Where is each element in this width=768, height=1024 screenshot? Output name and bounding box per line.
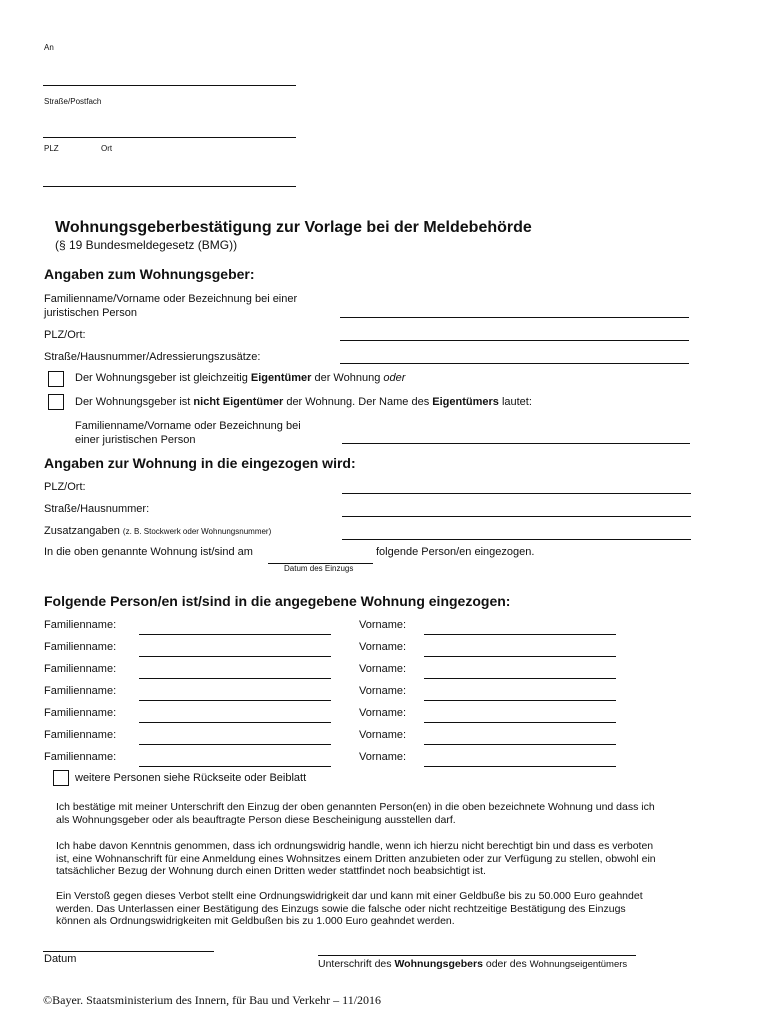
para-line: als Wohnungsgeber oder als beauftragte Person diese Bescheinigung ausstellen darf.	[56, 813, 456, 826]
owner-text-italic: oder	[383, 372, 406, 384]
einzug-text-pre: In die oben genannte Wohnung ist/sind am	[44, 546, 253, 558]
familienname-field[interactable]	[139, 766, 331, 767]
para-line: Ich habe davon Kenntnis genommen, dass ich ordnungswidrig handle, wenn ich hierzu nicht berechtigt bin und dass es verboten	[56, 840, 654, 852]
para-line: Ich bestätige mit meiner Unterschrift den Einzug der oben genannten Person(en) in die oben bezeichnete Wohnung und dass ich	[56, 801, 655, 813]
label-familienname: Familienname:	[44, 729, 117, 741]
label-vorname: Vorname:	[359, 663, 407, 675]
para-line: tatsächlicher Bezug der Wohnung durch einen Dritten weder stattfindet noch beabsichtigt ist.	[56, 865, 486, 877]
familienname-field[interactable]	[139, 700, 331, 701]
label-plz: PLZ	[44, 144, 59, 153]
familienname-field[interactable]	[139, 722, 331, 723]
vorname-field[interactable]	[424, 700, 616, 701]
familienname-field[interactable]	[139, 678, 331, 679]
label-owner-name-2: einer juristischen Person	[75, 434, 196, 446]
label-familienname: Familienname:	[44, 751, 117, 763]
owner-text-pre: Der Wohnungsgeber ist gleichzeitig	[75, 372, 251, 384]
label-wg-name-1: Familienname/Vorname oder Bezeichnung bei einer	[44, 293, 298, 305]
not-owner-post: lautet:	[498, 396, 532, 408]
zusatz-small: (z. B. Stockwerk oder Wohnungsnummer)	[122, 527, 272, 536]
label-familienname: Familienname:	[44, 641, 117, 653]
label-zusatz	[44, 524, 271, 539]
not-owner-checkbox[interactable]	[48, 394, 64, 410]
zusatz-field[interactable]	[342, 539, 691, 540]
einzug-text-post: folgende Person/en eingezogen.	[376, 546, 535, 558]
paragraph-kenntnis	[56, 840, 656, 878]
w-plzort-field[interactable]	[342, 493, 691, 494]
owner-name-field[interactable]	[342, 443, 690, 444]
w-strasse-field[interactable]	[342, 516, 691, 517]
not-owner-text	[75, 395, 532, 409]
owner-text-mid: der Wohnung	[311, 372, 384, 384]
familienname-field[interactable]	[139, 634, 331, 635]
wg-name-field[interactable]	[340, 317, 689, 318]
paragraph-verstoss	[56, 890, 643, 928]
not-owner-bold: nicht Eigentümer	[193, 396, 284, 408]
label-an: An	[44, 43, 54, 52]
not-owner-bold2: Eigentümers	[432, 396, 499, 408]
vorname-field[interactable]	[424, 678, 616, 679]
owner-text	[75, 371, 405, 385]
strasse-line[interactable]	[43, 137, 296, 138]
label-vorname: Vorname:	[359, 729, 407, 741]
section-heading-wohnung: Angaben zur Wohnung in die eingezogen wird:	[44, 455, 356, 471]
familienname-field[interactable]	[139, 656, 331, 657]
familienname-field[interactable]	[139, 744, 331, 745]
label-vorname: Vorname:	[359, 751, 407, 763]
label-weitere-personen: weitere Personen siehe Rückseite oder Beiblatt	[75, 772, 307, 784]
label-familienname: Familienname:	[44, 663, 117, 675]
label-w-strasse: Straße/Hausnummer:	[44, 503, 150, 515]
paragraph-bestaetigung	[56, 801, 655, 826]
unterschrift-bold: Wohnungsgebers	[394, 958, 483, 970]
vorname-field[interactable]	[424, 744, 616, 745]
weitere-personen-checkbox[interactable]	[53, 770, 69, 786]
label-wg-plzort: PLZ/Ort:	[44, 329, 86, 341]
an-line[interactable]	[43, 85, 296, 86]
para-line: werden. Das Unterlassen einer Bestätigung des Einzugs sowie die falsche oder nicht rechtzeitige Bestätigung des Einzugs	[56, 902, 626, 915]
label-wg-strasse: Straße/Hausnummer/Adressierungszusätze:	[44, 351, 261, 363]
section-heading-wohnungsgeber: Angaben zum Wohnungsgeber:	[44, 266, 255, 282]
not-owner-pre: Der Wohnungsgeber ist	[75, 396, 194, 408]
footer-copyright: ©Bayer. Staatsministerium des Innern, für Bau und Verkehr – 11/2016	[43, 993, 382, 1007]
para-line: können als Ordnungswidrigkeiten mit Geldbußen bis zu 1.000 Euro geahndet werden.	[56, 915, 455, 927]
label-strasse-postfach: Straße/Postfach	[44, 97, 102, 106]
label-vorname: Vorname:	[359, 641, 407, 653]
unterschrift-pre: Unterschrift des	[318, 958, 395, 970]
unterschrift-mid: oder des	[482, 958, 530, 970]
not-owner-mid: der Wohnung. Der Name des	[283, 396, 433, 408]
label-familienname: Familienname:	[44, 619, 117, 631]
label-familienname: Familienname:	[44, 685, 117, 697]
page-subtitle: (§ 19 Bundesmeldegesetz (BMG))	[55, 238, 238, 252]
label-datum-einzug: Datum des Einzugs	[284, 564, 354, 573]
label-vorname: Vorname:	[359, 685, 407, 697]
label-wg-name-2: juristischen Person	[44, 307, 137, 319]
para-line: ist, eine Wohnanschrift für eine Anmeldung eines Wohnsitzes einem Dritten anzubieten oder zur Verfügung zu stellen, obwohl ein	[56, 852, 656, 865]
plz-ort-line[interactable]	[43, 186, 296, 187]
label-datum: Datum	[44, 953, 77, 965]
label-w-plzort: PLZ/Ort:	[44, 481, 86, 493]
vorname-field[interactable]	[424, 766, 616, 767]
owner-text-bold: Eigentümer	[250, 372, 312, 384]
label-unterschrift	[318, 958, 627, 970]
wg-plzort-field[interactable]	[340, 340, 689, 341]
owner-checkbox[interactable]	[48, 371, 64, 387]
wg-strasse-field[interactable]	[340, 363, 689, 364]
section-heading-personen: Folgende Person/en ist/sind in die angegebene Wohnung eingezogen:	[44, 593, 511, 609]
unterschrift-post: Wohnungseigentümers	[529, 959, 628, 970]
vorname-field[interactable]	[424, 634, 616, 635]
vorname-field[interactable]	[424, 722, 616, 723]
label-owner-name-1: Familienname/Vorname oder Bezeichnung bei	[75, 420, 301, 432]
vorname-field[interactable]	[424, 656, 616, 657]
page-title: Wohnungsgeberbestätigung zur Vorlage bei der Meldebehörde	[55, 219, 532, 236]
label-ort: Ort	[101, 144, 113, 153]
unterschrift-line[interactable]	[318, 955, 636, 956]
label-vorname: Vorname:	[359, 707, 407, 719]
label-vorname: Vorname:	[359, 619, 407, 631]
label-familienname: Familienname:	[44, 707, 117, 719]
zusatz-text: Zusatzangaben	[44, 525, 120, 537]
para-line: Ein Verstoß gegen dieses Verbot stellt eine Ordnungswidrigkeit dar und kann mit einer Geldbuße bis zu 50.000 Euro geahndet	[56, 890, 643, 902]
